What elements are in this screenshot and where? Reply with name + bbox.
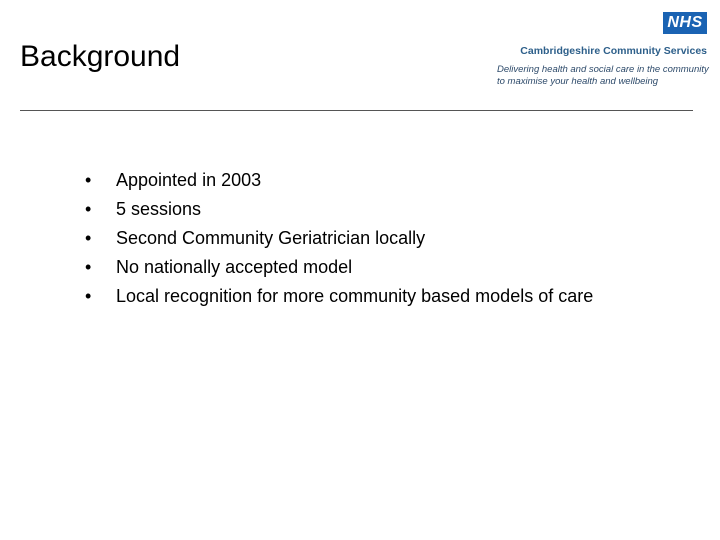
- bullet-item: [85, 282, 593, 311]
- bullet-text: Local recognition for more community based models of care: [116, 286, 594, 306]
- slide-title: Background: [20, 40, 181, 73]
- bullet-text: 5 sessions: [116, 199, 202, 219]
- organisation-tagline: [497, 64, 712, 86]
- bullet-item: [85, 224, 593, 253]
- organisation-name: Cambridgeshire Community Services: [520, 45, 707, 57]
- bullet-dot: •: [85, 170, 92, 190]
- bullet-text: No nationally accepted model: [116, 257, 353, 277]
- bullet-item: [85, 253, 593, 282]
- bullet-text: Appointed in 2003: [116, 170, 262, 190]
- tagline-line-1: Delivering health and social care in the community: [497, 64, 709, 75]
- tagline-line-2: to maximise your health and wellbeing: [497, 75, 659, 86]
- title-divider: [20, 110, 693, 111]
- org-logo: [494, 12, 712, 88]
- bullet-item: [85, 166, 593, 195]
- bullet-dot: •: [85, 199, 92, 219]
- bullet-item: [85, 195, 593, 224]
- bullet-list: [85, 166, 593, 311]
- bullet-dot: •: [85, 257, 92, 277]
- bullet-dot: •: [85, 286, 92, 306]
- nhs-logo-badge: NHS: [663, 12, 707, 34]
- bullet-dot: •: [85, 228, 92, 248]
- bullet-text: Second Community Geriatrician locally: [116, 228, 426, 248]
